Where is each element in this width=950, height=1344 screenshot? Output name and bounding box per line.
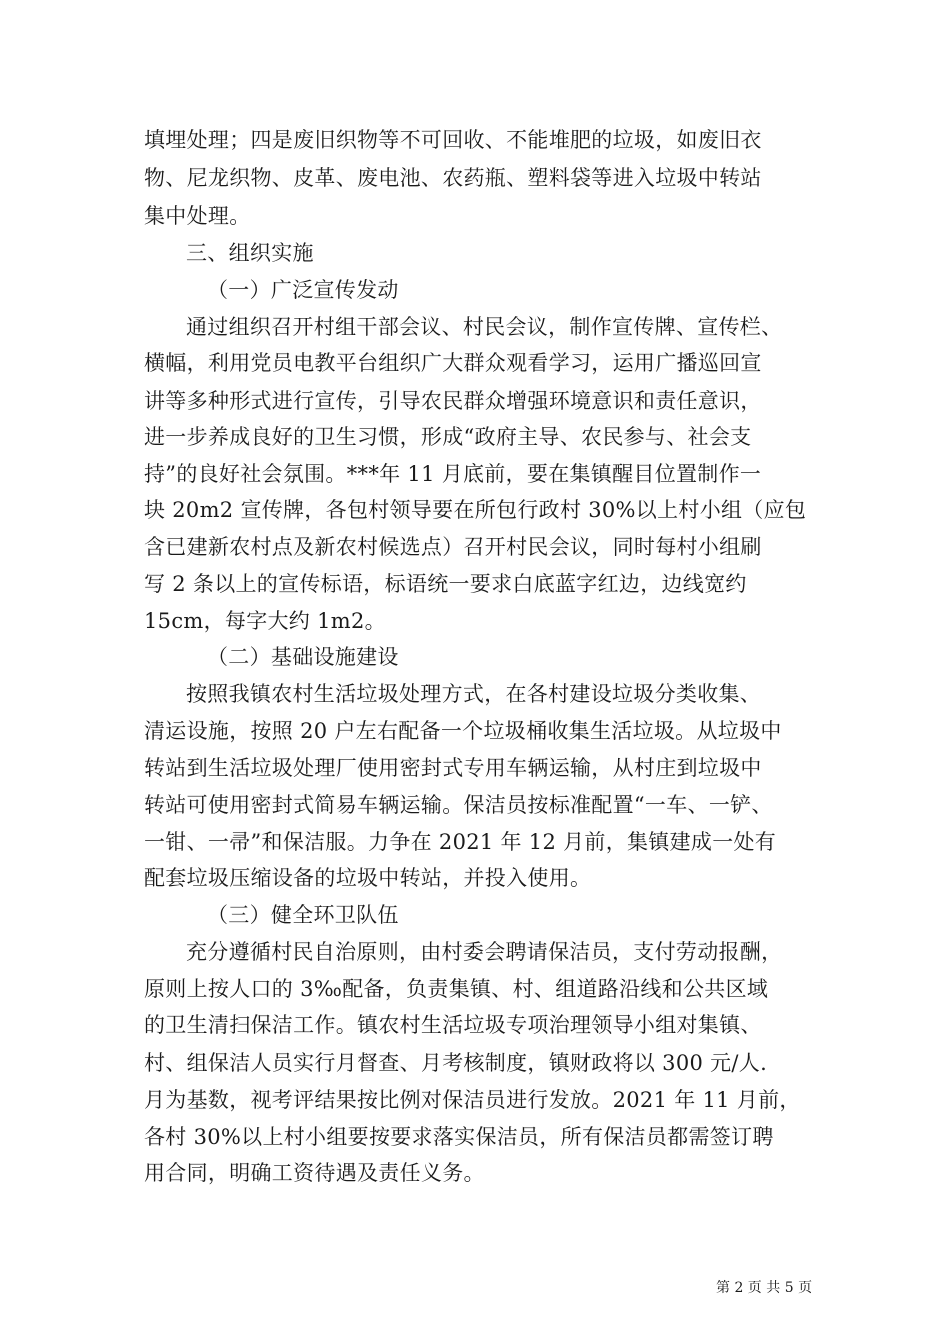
body-text-line: 通过组织召开村组干部会议、村民会议，制作宣传牌、宣传栏、	[186, 315, 783, 339]
body-text-line: 转站可使用密封式简易车辆运输。保洁员按标准配置“一车、一铲、	[144, 793, 773, 817]
body-text-line: 配套垃圾压缩设备的垃圾中转站，并投入使用。	[144, 866, 592, 890]
body-text-line: 的卫生清扫保洁工作。镇农村生活垃圾专项治理领导小组对集镇、	[144, 1013, 762, 1037]
subsection-heading: （三）健全环卫队伍	[207, 903, 399, 927]
body-text-line: 物、尼龙织物、皮革、废电池、农药瓶、塑料袋等进入垃圾中转站	[144, 166, 762, 190]
body-text-line: 按照我镇农村生活垃圾处理方式，在各村建设垃圾分类收集、	[186, 682, 762, 706]
body-text-line: 清运设施，按照 20 户左右配备一个垃圾桶收集生活垃圾。从垃圾中	[144, 719, 782, 743]
page-number-footer: 第 2 页 共 5 页	[716, 1280, 813, 1296]
subsection-heading: （一）广泛宣传发动	[207, 278, 399, 302]
body-text-line: 写 2 条以上的宣传标语，标语统一要求白底蓝字红边，边线宽约	[144, 572, 747, 596]
body-text-line: 讲等多种形式进行宣传，引导农民群众增强环境意识和责任意识，	[144, 389, 762, 413]
section-heading: 三、组织实施	[186, 241, 314, 265]
body-text-line: 横幅，利用党员电教平台组织广大群众观看学习，运用广播巡回宣	[144, 351, 762, 375]
body-text-line: 填埋处理；四是废旧织物等不可回收、不能堆肥的垃圾，如废旧衣	[144, 128, 762, 152]
body-text-line: 集中处理。	[144, 204, 251, 228]
body-text-line: 原则上按人口的 3‰配备，负责集镇、村、组道路沿线和公共区域	[144, 977, 769, 1001]
body-text-line: 月为基数，视考评结果按比例对保洁员进行发放。2021 年 11 月前，	[144, 1088, 801, 1112]
body-text-line: 块 20m2 宣传牌，各包村领导要在所包行政村 30%以上村小组（应包	[144, 498, 807, 522]
body-text-line: 充分遵循村民自治原则，由村委会聘请保洁员，支付劳动报酬，	[186, 940, 783, 964]
body-text-line: 各村 30%以上村小组要按要求落实保洁员，所有保洁员都需签订聘	[144, 1125, 774, 1149]
body-text-line: 持”的良好社会氛围。***年 11 月底前，要在集镇醒目位置制作一	[144, 462, 762, 486]
body-text-line: 转站到生活垃圾处理厂使用密封式专用车辆运输，从村庄到垃圾中	[144, 756, 762, 780]
body-text-line: 村、组保洁人员实行月督查、月考核制度，镇财政将以 300 元/人.	[144, 1051, 768, 1075]
body-text-line: 进一步养成良好的卫生习惯，形成“政府主导、农民参与、社会支	[144, 425, 752, 449]
body-text-line: 15cm，每字大约 1m2。	[144, 609, 386, 633]
body-text-line: 用合同，明确工资待遇及责任义务。	[144, 1161, 485, 1185]
body-text-line: 一钳、一帚”和保洁服。力争在 2021 年 12 月前，集镇建成一处有	[144, 830, 777, 854]
subsection-heading: （二）基础设施建设	[207, 645, 399, 669]
body-text-line: 含已建新农村点及新农村候选点）召开村民会议，同时每村小组刷	[144, 535, 762, 559]
